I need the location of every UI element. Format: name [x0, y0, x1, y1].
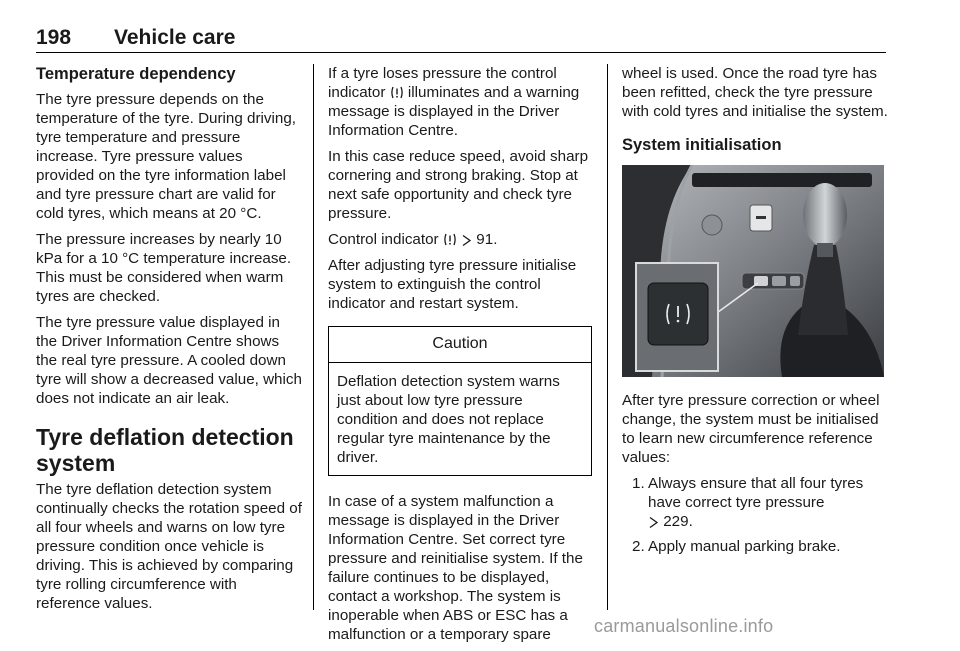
list-item: 1. Always ensure that all four tyres have correct tyre pressure 229. — [632, 475, 864, 530]
heading-system-initialisation: System initialisation — [622, 136, 782, 154]
column-divider — [607, 64, 608, 610]
column-left — [36, 64, 304, 620]
paragraph: The tyre deflation detection system continually checks the rotation speed of all four wheels and warns on low tyre pressure condition once vehicle is driving. This is achieved by comparing tyre rolling circumference with reference values. — [36, 481, 302, 612]
paragraph: After tyre pressure correction or wheel change, the system must be initialised to learn new circumference reference values: — [622, 392, 880, 466]
tyre-pressure-warning-icon — [390, 85, 404, 100]
column-right — [622, 64, 888, 562]
page-reference-arrow-icon — [461, 234, 472, 247]
page-reference-arrow-icon — [648, 516, 659, 529]
paragraph: If a tyre loses pressure the control indicator illuminates and a warning message is displayed in the Driver Information Centre. — [328, 65, 580, 139]
caution-title: Caution — [329, 327, 591, 363]
heading-tyre-deflation-detection: Tyre deflation detection system — [36, 424, 294, 476]
list-item: 2. Apply manual parking brake. — [632, 538, 841, 555]
column-middle — [328, 64, 596, 651]
paragraph: The tyre pressure depends on the temperature of the tyre. During driving, tyre temperature and pressure increase. Tyre pressure values provided on the tyre information label and tyre pressure chart are valid for cold tyres, which means at 20 °C. — [36, 91, 296, 222]
paragraph: In case of a system malfunction a message is displayed in the Driver Information Centre. Set correct tyre pressure and reinitialise system. If the failure continues to be displayed, contact a workshop. The system is inoperable when ABS or ESC has a malfunction or a temporary spare — [328, 493, 583, 643]
paragraph: In this case reduce speed, avoid sharp cornering and strong braking. Stop at next safe opportunity and check tyre pressure. — [328, 148, 589, 222]
center-console-illustration-graphic — [622, 165, 884, 377]
section-title: Vehicle care — [114, 26, 236, 49]
paragraph: wheel is used. Once the road tyre has been refitted, check the tyre pressure with cold tyres and initialise the system. — [622, 65, 888, 120]
tyre-pressure-warning-icon — [443, 232, 457, 247]
watermark: carmanualsonline.info — [594, 616, 774, 636]
caution-box — [328, 326, 592, 476]
initialisation-steps — [622, 474, 888, 556]
paragraph: The tyre pressure value displayed in the Driver Information Centre shows the real tyre pressure. A cooled down tyre will show a decreased value, which does not indicate an air leak. — [36, 314, 302, 407]
paragraph: After adjusting tyre pressure initialise system to extinguish the control indicator and restart system. — [328, 257, 577, 312]
paragraph: Control indicator 91. — [328, 231, 498, 248]
page-header — [36, 26, 886, 53]
heading-temperature-dependency: Temperature dependency — [36, 65, 236, 83]
caution-body: Deflation detection system warns just about low tyre pressure condition and does not replace regular tyre maintenance by the driver. — [337, 373, 560, 466]
column-divider — [313, 64, 314, 610]
center-console-illustration — [622, 165, 884, 377]
paragraph: The pressure increases by nearly 10 kPa for a 10 °C temperature increase. This must be considered when warm tyres are checked. — [36, 231, 292, 305]
page-number: 198 — [36, 26, 72, 49]
